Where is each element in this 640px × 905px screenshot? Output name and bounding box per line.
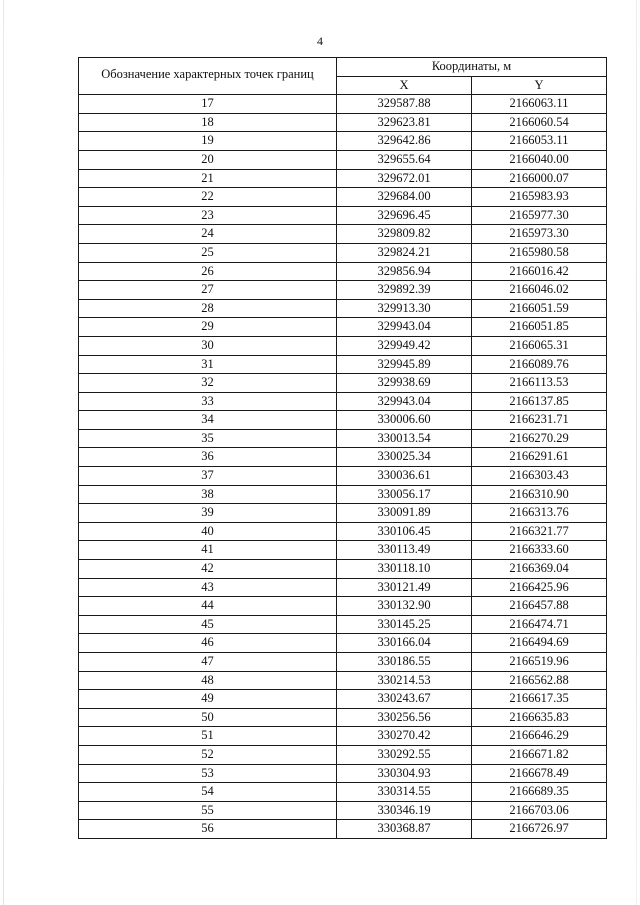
x-coordinate-cell: 330304.93 <box>337 764 472 783</box>
point-cell: 42 <box>79 560 337 579</box>
x-coordinate-cell: 330243.67 <box>337 690 472 709</box>
x-coordinate-cell: 330166.04 <box>337 634 472 653</box>
x-coordinate-cell: 330025.34 <box>337 448 472 467</box>
y-coordinate-cell: 2166726.97 <box>472 820 607 839</box>
x-coordinate-cell: 330121.49 <box>337 578 472 597</box>
x-coordinate-cell: 330113.49 <box>337 541 472 560</box>
y-coordinate-cell: 2166040.00 <box>472 150 607 169</box>
y-column-header: Y <box>472 76 607 95</box>
table-row <box>79 485 607 504</box>
x-coordinate-cell: 330368.87 <box>337 820 472 839</box>
point-cell: 51 <box>79 727 337 746</box>
x-coordinate-cell: 329943.04 <box>337 318 472 337</box>
y-coordinate-cell: 2166646.29 <box>472 727 607 746</box>
x-coordinate-cell: 330106.45 <box>337 522 472 541</box>
point-cell: 25 <box>79 243 337 262</box>
point-cell: 28 <box>79 299 337 318</box>
x-coordinate-cell: 329809.82 <box>337 225 472 244</box>
x-coordinate-cell: 330256.56 <box>337 708 472 727</box>
table-row <box>79 560 607 579</box>
x-coordinate-cell: 330270.42 <box>337 727 472 746</box>
x-coordinate-cell: 329655.64 <box>337 150 472 169</box>
y-coordinate-cell: 2166333.60 <box>472 541 607 560</box>
point-cell: 39 <box>79 504 337 523</box>
y-coordinate-cell: 2166113.53 <box>472 374 607 393</box>
point-cell: 20 <box>79 150 337 169</box>
coordinates-column-header: Координаты, м <box>337 58 607 77</box>
x-coordinate-cell: 329684.00 <box>337 188 472 207</box>
point-cell: 27 <box>79 281 337 300</box>
x-coordinate-cell: 330132.90 <box>337 597 472 616</box>
point-cell: 40 <box>79 522 337 541</box>
point-cell: 29 <box>79 318 337 337</box>
table-row <box>79 745 607 764</box>
table-row <box>79 708 607 727</box>
y-coordinate-cell: 2166703.06 <box>472 801 607 820</box>
point-cell: 54 <box>79 783 337 802</box>
y-coordinate-cell: 2166457.88 <box>472 597 607 616</box>
x-coordinate-cell: 329824.21 <box>337 243 472 262</box>
scan-edge-right <box>636 0 637 905</box>
point-cell: 21 <box>79 169 337 188</box>
y-coordinate-cell: 2166231.71 <box>472 411 607 430</box>
point-cell: 17 <box>79 95 337 114</box>
table-row <box>79 392 607 411</box>
table-row <box>79 597 607 616</box>
table-row <box>79 671 607 690</box>
table-row <box>79 225 607 244</box>
x-coordinate-cell: 329623.81 <box>337 113 472 132</box>
table-body <box>79 95 607 839</box>
y-coordinate-cell: 2166303.43 <box>472 467 607 486</box>
table-row <box>79 690 607 709</box>
x-coordinate-cell: 329913.30 <box>337 299 472 318</box>
point-cell: 55 <box>79 801 337 820</box>
point-cell: 38 <box>79 485 337 504</box>
x-coordinate-cell: 330292.55 <box>337 745 472 764</box>
y-coordinate-cell: 2166689.35 <box>472 783 607 802</box>
y-coordinate-cell: 2166063.11 <box>472 95 607 114</box>
point-cell: 36 <box>79 448 337 467</box>
table-row <box>79 615 607 634</box>
point-cell: 35 <box>79 429 337 448</box>
y-coordinate-cell: 2166617.35 <box>472 690 607 709</box>
point-cell: 44 <box>79 597 337 616</box>
points-column-header-label: Обозначение характерных точек границ <box>101 67 314 82</box>
table-row <box>79 411 607 430</box>
point-cell: 23 <box>79 206 337 225</box>
point-cell: 22 <box>79 188 337 207</box>
table-row <box>79 783 607 802</box>
point-cell: 37 <box>79 467 337 486</box>
x-coordinate-cell: 330145.25 <box>337 615 472 634</box>
table-row <box>79 653 607 672</box>
x-column-header: X <box>337 76 472 95</box>
table-row <box>79 150 607 169</box>
table-row <box>79 281 607 300</box>
page-number: 4 <box>317 34 323 48</box>
x-coordinate-cell: 330013.54 <box>337 429 472 448</box>
y-coordinate-cell: 2166053.11 <box>472 132 607 151</box>
y-coordinate-cell: 2166519.96 <box>472 653 607 672</box>
point-cell: 53 <box>79 764 337 783</box>
y-coordinate-cell: 2166089.76 <box>472 355 607 374</box>
header-row-top <box>79 58 607 77</box>
x-coordinate-cell: 330056.17 <box>337 485 472 504</box>
x-coordinate-cell: 330186.55 <box>337 653 472 672</box>
y-coordinate-cell: 2165980.58 <box>472 243 607 262</box>
table-row <box>79 522 607 541</box>
table-row <box>79 95 607 114</box>
table-row <box>79 132 607 151</box>
table-row <box>79 169 607 188</box>
point-cell: 49 <box>79 690 337 709</box>
point-cell: 41 <box>79 541 337 560</box>
y-coordinate-cell: 2166494.69 <box>472 634 607 653</box>
y-coordinate-cell: 2166310.90 <box>472 485 607 504</box>
y-coordinate-cell: 2166321.77 <box>472 522 607 541</box>
table-row <box>79 634 607 653</box>
table-row <box>79 820 607 839</box>
table-row <box>79 504 607 523</box>
table-row <box>79 206 607 225</box>
point-cell: 48 <box>79 671 337 690</box>
point-cell: 18 <box>79 113 337 132</box>
point-cell: 50 <box>79 708 337 727</box>
table-row <box>79 448 607 467</box>
y-coordinate-cell: 2166313.76 <box>472 504 607 523</box>
point-cell: 32 <box>79 374 337 393</box>
y-coordinate-cell: 2166562.88 <box>472 671 607 690</box>
x-coordinate-cell: 329672.01 <box>337 169 472 188</box>
table-row <box>79 764 607 783</box>
point-cell: 56 <box>79 820 337 839</box>
x-coordinate-cell: 329696.45 <box>337 206 472 225</box>
point-cell: 47 <box>79 653 337 672</box>
y-coordinate-cell: 2166678.49 <box>472 764 607 783</box>
y-coordinate-cell: 2166291.61 <box>472 448 607 467</box>
x-coordinate-cell: 330314.55 <box>337 783 472 802</box>
x-coordinate-cell: 329945.89 <box>337 355 472 374</box>
y-coordinate-cell: 2166065.31 <box>472 336 607 355</box>
x-coordinate-cell: 329943.04 <box>337 392 472 411</box>
point-cell: 30 <box>79 336 337 355</box>
point-cell: 52 <box>79 745 337 764</box>
y-coordinate-cell: 2166369.04 <box>472 560 607 579</box>
point-cell: 45 <box>79 615 337 634</box>
table-row <box>79 541 607 560</box>
table-row <box>79 467 607 486</box>
point-cell: 33 <box>79 392 337 411</box>
table-row <box>79 429 607 448</box>
x-coordinate-cell: 329938.69 <box>337 374 472 393</box>
x-coordinate-cell: 330118.10 <box>337 560 472 579</box>
y-coordinate-cell: 2166425.96 <box>472 578 607 597</box>
table-row <box>79 374 607 393</box>
point-cell: 31 <box>79 355 337 374</box>
point-cell: 26 <box>79 262 337 281</box>
point-cell: 34 <box>79 411 337 430</box>
table-row <box>79 336 607 355</box>
x-coordinate-cell: 329949.42 <box>337 336 472 355</box>
table-row <box>79 188 607 207</box>
y-coordinate-cell: 2166474.71 <box>472 615 607 634</box>
table-row <box>79 243 607 262</box>
table-header <box>79 58 607 95</box>
point-cell: 19 <box>79 132 337 151</box>
x-coordinate-cell: 329587.88 <box>337 95 472 114</box>
x-coordinate-cell: 330006.60 <box>337 411 472 430</box>
x-coordinate-cell: 330214.53 <box>337 671 472 690</box>
point-cell: 46 <box>79 634 337 653</box>
table-row <box>79 299 607 318</box>
table-row <box>79 318 607 337</box>
points-column-header <box>79 58 337 95</box>
y-coordinate-cell: 2166000.07 <box>472 169 607 188</box>
y-coordinate-cell: 2166060.54 <box>472 113 607 132</box>
table-row <box>79 113 607 132</box>
y-coordinate-cell: 2166016.42 <box>472 262 607 281</box>
x-coordinate-cell: 330091.89 <box>337 504 472 523</box>
coordinates-table <box>78 57 607 839</box>
y-coordinate-cell: 2166137.85 <box>472 392 607 411</box>
y-coordinate-cell: 2165973.30 <box>472 225 607 244</box>
y-coordinate-cell: 2166051.85 <box>472 318 607 337</box>
table-row <box>79 355 607 374</box>
y-coordinate-cell: 2165977.30 <box>472 206 607 225</box>
y-coordinate-cell: 2166635.83 <box>472 708 607 727</box>
y-coordinate-cell: 2165983.93 <box>472 188 607 207</box>
y-coordinate-cell: 2166671.82 <box>472 745 607 764</box>
x-coordinate-cell: 329892.39 <box>337 281 472 300</box>
x-coordinate-cell: 329856.94 <box>337 262 472 281</box>
x-coordinate-cell: 330036.61 <box>337 467 472 486</box>
table-row <box>79 801 607 820</box>
y-coordinate-cell: 2166051.59 <box>472 299 607 318</box>
y-coordinate-cell: 2166046.02 <box>472 281 607 300</box>
scan-edge-left <box>3 0 4 905</box>
table-row <box>79 578 607 597</box>
point-cell: 43 <box>79 578 337 597</box>
y-coordinate-cell: 2166270.29 <box>472 429 607 448</box>
x-coordinate-cell: 330346.19 <box>337 801 472 820</box>
table-row <box>79 727 607 746</box>
point-cell: 24 <box>79 225 337 244</box>
x-coordinate-cell: 329642.86 <box>337 132 472 151</box>
table-row <box>79 262 607 281</box>
